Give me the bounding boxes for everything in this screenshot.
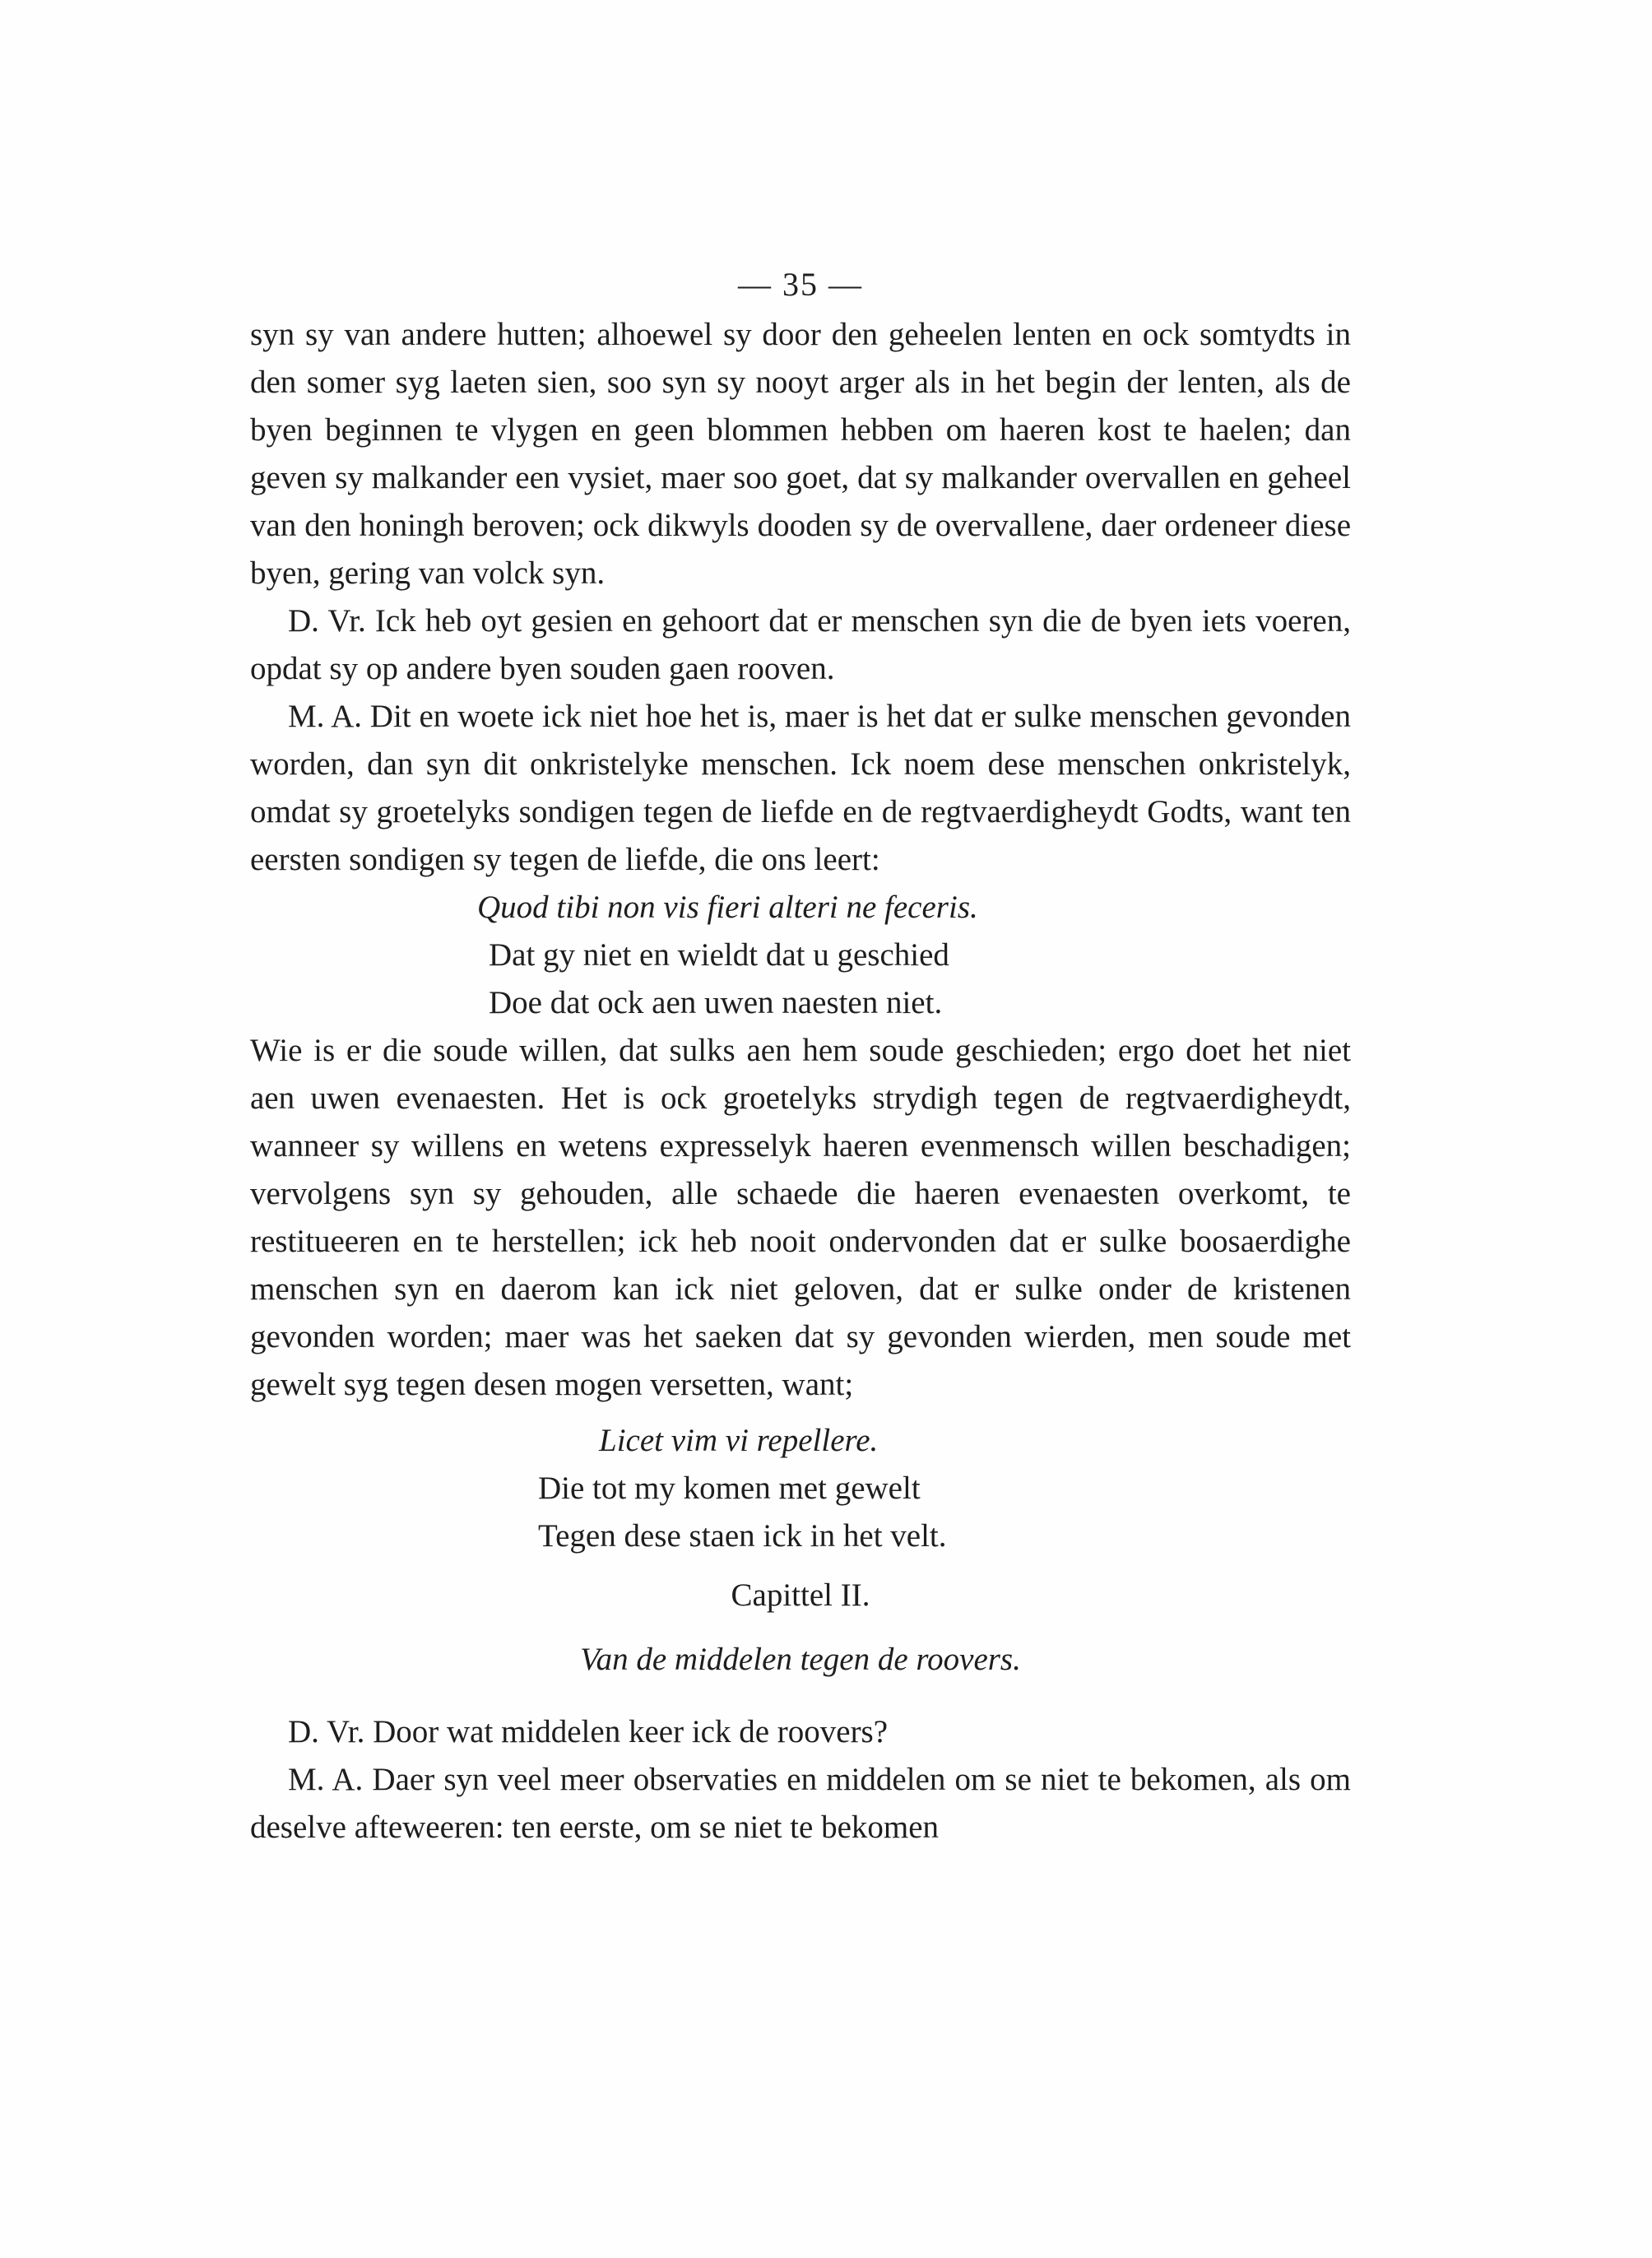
chapter-title: Capittel II. <box>731 1577 870 1613</box>
verse-latin: Quod tibi non vis fieri alteri ne feceris. <box>477 890 978 925</box>
verse-line: Tegen dese staen ick in het velt. <box>538 1518 947 1554</box>
verse-line: Dat gy niet en wieldt dat u geschied <box>489 937 949 973</box>
page-number: — 35 — <box>738 266 863 303</box>
verse-block-2 <box>250 1417 1351 1560</box>
verse-line: Doe dat ock aen uwen naesten niet. <box>489 985 943 1020</box>
paragraph-body: Wie is er die soude willen, dat sulks aen hem soude geschieden; ergo doet het niet aen uwen evenaesten. Het is ock groetelyks strydigh tegen de regtvaerdigheydt, wanneer sy willens en wetens expresselyk haeren evenmensch willen beschadigen; vervolgens syn sy gehouden, alle schaede die haeren evenaesten overkomt, te restitueeren en te herstellen; ick heb nooit ondervonden dat er sulke boosaerdighe menschen syn en daerom kan ick niet geloven, dat er sulke onder de kristenen gevonden worden; maer was het saeken dat sy gevonden wierden, men soude met gewelt syg tegen desen mogen versetten, want; <box>250 1033 1351 1402</box>
verse-line: Die tot my komen met gewelt <box>538 1470 921 1506</box>
paragraph-question: D. Vr. Ick heb oyt gesien en gehoort dat er menschen syn die de byen iets voeren, opdat sy op andere byen souden gaen rooven. <box>250 603 1351 686</box>
page-content <box>250 268 1351 1851</box>
paragraph-continuation: syn sy van andere hutten; alhoewel sy door den geheelen lenten en ock somtydts in den somer syg laeten sien, soo syn sy nooyt arger als in het begin der lenten, als de byen beginnen te vlygen en geen blommen hebben om haeren kost te haelen; dan geven sy malkander een vysiet, maer soo goet, dat sy malkander overvallen en geheel van den honingh beroven; ock dikwyls dooden sy de overvallene, daer ordeneer diese byen, gering van volck syn. <box>250 317 1351 591</box>
paragraph-answer: M. A. Daer syn veel meer observaties en middelen om se niet te bekomen, als om deselve afteweeren: ten eerste, om se niet te bekomen <box>250 1762 1351 1845</box>
chapter-subtitle: Van de middelen tegen de roovers. <box>580 1642 1021 1677</box>
verse-block-1 <box>250 884 1351 1027</box>
paragraph-question: D. Vr. Door wat middelen keer ick de roovers? <box>288 1714 889 1749</box>
paragraph-answer: M. A. Dit en woete ick niet hoe het is, maer is het dat er sulke menschen gevonden worden, dan syn dit onkristelyke menschen. Ick noem dese menschen onkristelyk, omdat sy groetelyks sondigen tegen de liefde en de regtvaerdigheydt Godts, want ten eersten sondigen sy tegen de liefde, die ons leert: <box>250 699 1351 877</box>
verse-latin: Licet vim vi repellere. <box>599 1423 879 1458</box>
